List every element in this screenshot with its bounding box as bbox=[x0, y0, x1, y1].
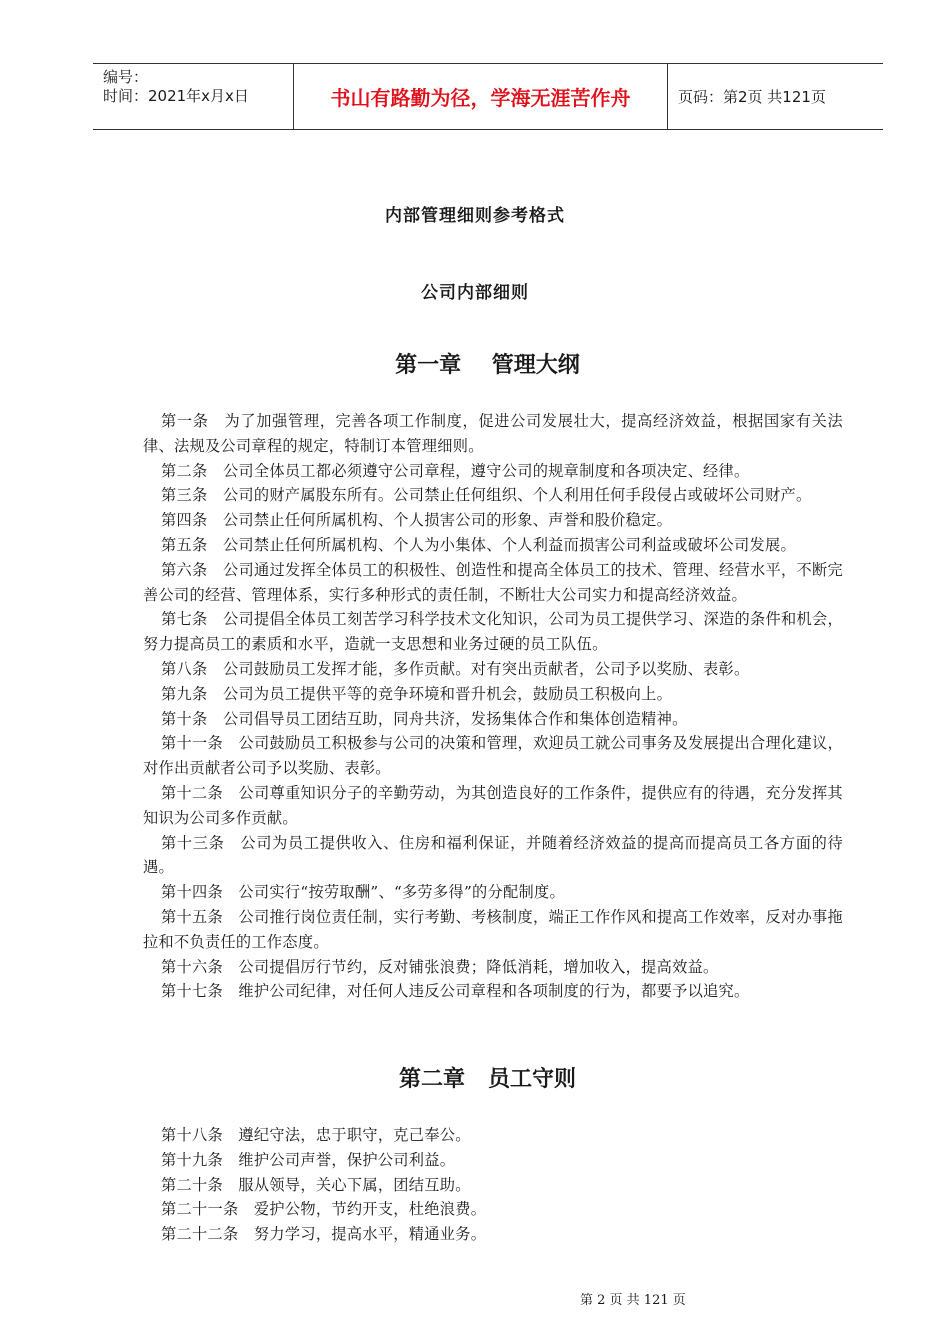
article-paragraph: 第十五条 公司推行岗位责任制，实行考勤、考核制度，端正工作作风和提高工作效率，反对办事拖拉和不负责任的工作态度。 bbox=[143, 907, 843, 951]
article-paragraph: 第一条 为了加强管理，完善各项工作制度，促进公司发展壮大，提高经济效益，根据国家有关法律、法规及公司章程的规定，特制订本管理细则。 bbox=[143, 412, 843, 455]
article-paragraph: 第二十条 服从领导，关心下属，团结互助。 bbox=[161, 1175, 471, 1194]
page-header bbox=[93, 63, 883, 130]
header-meta bbox=[93, 64, 294, 129]
article-paragraph: 第十条 公司倡导员工团结互助，同舟共济，发扬集体合作和集体创造精神。 bbox=[161, 709, 688, 728]
document-title: 内部管理细则参考格式 bbox=[385, 206, 565, 226]
article-paragraph: 第二条 公司全体员工都必须遵守公司章程，遵守公司的规章制度和各项决定、经律。 bbox=[161, 461, 750, 480]
article-paragraph: 第十七条 维护公司纪律，对任何人违反公司章程和各项制度的行为，都要予以追究。 bbox=[161, 982, 750, 1001]
page-footer: 第 2 页 共 121 页 bbox=[580, 1293, 686, 1308]
article-paragraph: 第四条 公司禁止任何所属机构、个人损害公司的形象、声誉和股价稳定。 bbox=[161, 511, 673, 530]
header-motto: 书山有路勤为径，学海无涯苦作舟 bbox=[330, 86, 631, 110]
chapter-articles bbox=[143, 1123, 843, 1247]
article-paragraph: 第十三条 公司为员工提供收入、住房和福利保证，并随着经济效益的提高而提高员工各方面的待遇。 bbox=[143, 833, 843, 877]
chapter-heading: 第二章 员工守则 bbox=[399, 1067, 576, 1092]
article-paragraph: 第六条 公司通过发挥全体员工的积极性、创造性和提高全体员工的技术、管理、经营水平，不断完善公司的经营、管理体系，实行多种形式的责任制，不断壮大公司实力和提高经济效益。 bbox=[143, 560, 843, 604]
article-paragraph: 第十六条 公司提倡厉行节约，反对铺张浪费；降低消耗，增加收入，提高效益。 bbox=[161, 957, 719, 976]
article-paragraph: 第八条 公司鼓励员工发挥才能，多作贡献。对有突出贡献者，公司予以奖励、表彰。 bbox=[161, 659, 750, 678]
article-paragraph: 第二十一条 爱护公物，节约开支，杜绝浪费。 bbox=[161, 1200, 487, 1219]
header-motto-cell bbox=[294, 64, 668, 129]
chapter-articles bbox=[143, 409, 843, 1004]
time-label: 时间：2021年x月x日 bbox=[103, 87, 249, 105]
document-subtitle: 公司内部细则 bbox=[421, 283, 529, 303]
article-paragraph: 第五条 公司禁止任何所属机构、个人为小集体、个人利益而损害公司利益或破坏公司发展。 bbox=[161, 535, 796, 554]
article-paragraph: 第十四条 公司实行“按劳取酬”、“多劳多得”的分配制度。 bbox=[161, 883, 565, 902]
article-paragraph: 第九条 公司为员工提供平等的竞争环境和晋升机会，鼓励员工积极向上。 bbox=[161, 684, 673, 703]
article-paragraph: 第十二条 公司尊重知识分子的辛勤劳动，为其创造良好的工作条件，提供应有的待遇，充分发挥其知识为公司多作贡献。 bbox=[143, 783, 843, 827]
article-paragraph: 第十九条 维护公司声誉，保护公司利益。 bbox=[161, 1150, 456, 1169]
article-paragraph: 第三条 公司的财产属股东所有。公司禁止任何组织、个人利用任何手段侵占或破坏公司财产。 bbox=[161, 486, 812, 505]
header-page-info-cell bbox=[668, 64, 883, 129]
chapter-heading: 第一章 管理大纲 bbox=[395, 353, 580, 378]
header-page-info: 页码：第2页 共121页 bbox=[678, 88, 826, 106]
article-paragraph: 第十一条 公司鼓励员工积极参与公司的决策和管理，欢迎员工就公司事务及发展提出合理化建议，对作出贡献者公司予以奖励、表彰。 bbox=[143, 734, 843, 778]
article-paragraph: 第二十二条 努力学习，提高水平，精通业务。 bbox=[161, 1225, 487, 1244]
article-paragraph: 第七条 公司提倡全体员工刻苦学习科学技术文化知识，公司为员工提供学习、深造的条件和机会，努力提高员工的素质和水平，造就一支思想和业务过硬的员工队伍。 bbox=[143, 610, 843, 654]
serial-label: 编号： bbox=[103, 68, 149, 86]
article-paragraph: 第十八条 遵纪守法，忠于职守，克己奉公。 bbox=[161, 1126, 471, 1144]
